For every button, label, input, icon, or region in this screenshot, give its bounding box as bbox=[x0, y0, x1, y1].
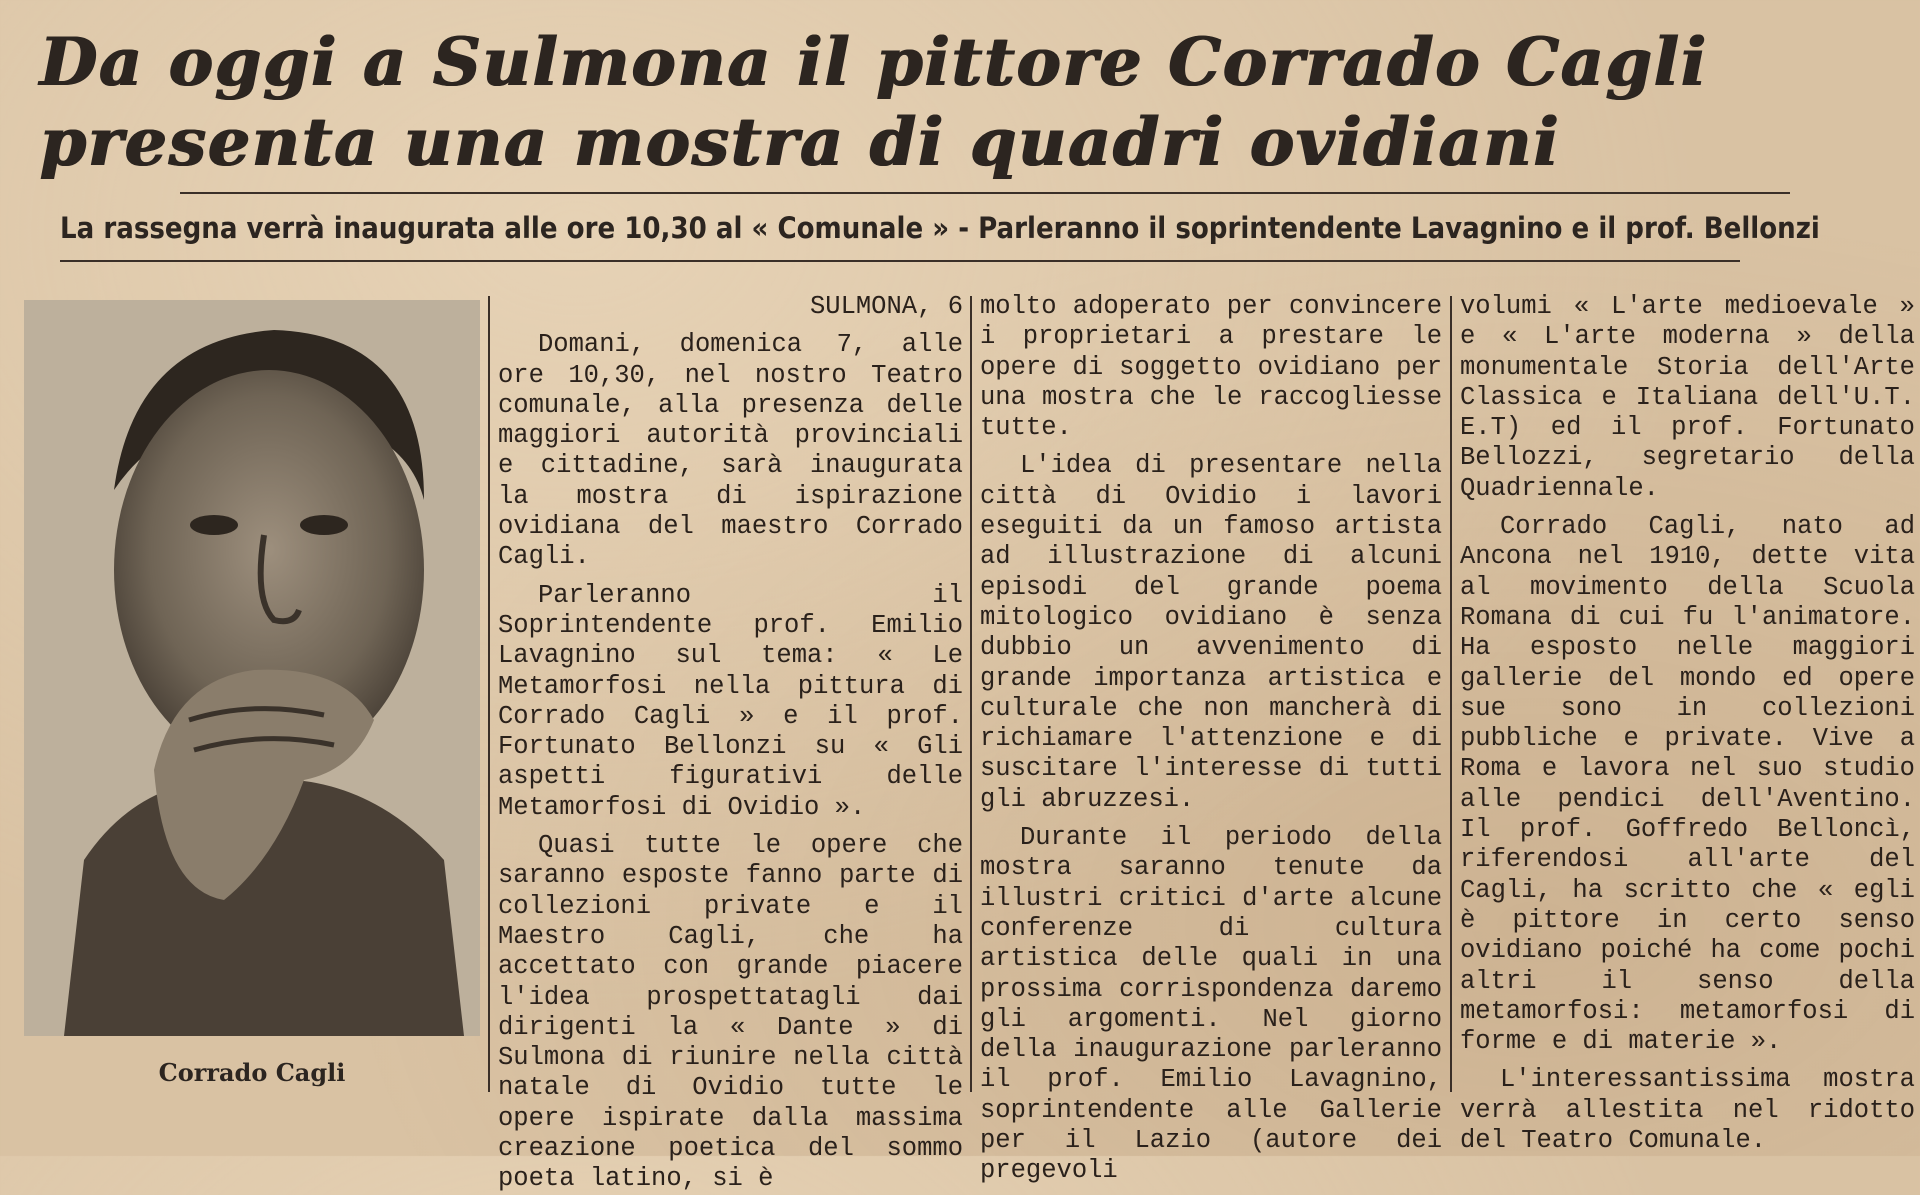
paragraph: L'interessantissima mostra verrà allestita nel ridotto del Teatro Comunale. bbox=[1460, 1065, 1915, 1156]
portrait-photo bbox=[24, 300, 480, 1036]
paragraph: Durante il periodo della mostra saranno tenute da illustri critici d'arte alcune conferenze di cultura artistica delle quali in una prossima corrispondenza daremo gli argomenti. Nel giorno della inaugurazione parleranno il prof. Emilio Lavagnino, soprintendente alle Gallerie per il Lazio (autore dei pregevoli bbox=[980, 823, 1442, 1186]
headline bbox=[40, 22, 1890, 182]
column-rule bbox=[488, 296, 490, 1092]
paragraph: Corrado Cagli, nato ad Ancona nel 1910, dette vita al movimento della Scuola Romana di cui fu l'animatore. Ha esposto nelle maggiori gallerie del mondo ed opere sue sono in collezioni pubbliche e private. Vive a Roma e lavora nel suo studio alle pendici dell'Aventino. Il prof. Goffredo Belloncì, riferendosi all'arte del Cagli, ha scritto che « egli è pittore in certo senso ovidiano poiché ha come pochi altri il senso della metamorfosi: metamorfosi di forme e di materie ». bbox=[1460, 512, 1915, 1057]
photo-caption: Corrado Cagli bbox=[158, 1058, 346, 1087]
paragraph: L'idea di presentare nella città di Ovidio i lavori eseguiti da un famoso artista ad illustrazione di alcuni episodi del grande poema mitologico ovidiano è senza dubbio un avvenimento di grande importanza artistica e culturale che non mancherà di richiamare l'attenzione e di suscitare l'interesse di tutti gli abruzzesi. bbox=[980, 451, 1442, 814]
subheadline: La rassegna verrà inaugurata alle ore 10,30 al « Comunale » - Parleranno il soprintendente Lavagnino e il prof. Bellonzi bbox=[60, 211, 1820, 245]
paragraph: Quasi tutte le opere che saranno esposte fanno parte di collezioni private e il Maestro Cagli, che ha accettato con grande piacere l'idea prospettatagli dai dirigenti la « Dante » di Sulmona di riunire nella città natale di Ovidio tutte le opere ispirate dalla massima creazione poetica del sommo poeta latino, si è bbox=[498, 831, 963, 1194]
headline-rule bbox=[180, 192, 1790, 194]
dateline: SULMONA, 6 bbox=[809, 292, 963, 321]
paragraph: molto adoperato per convincere i proprietari a prestare le opere di soggetto ovidiano per una mostra che le raccogliesse tutte. bbox=[980, 292, 1442, 443]
paragraph: Domani, domenica 7, alle ore 10,30, nel nostro Teatro comunale, alla presenza delle maggiori autorità provinciali e cittadine, sarà inaugurata la mostra di ispirazione ovidiana del maestro Corrado Cagli. bbox=[498, 330, 963, 572]
article-column-3 bbox=[1460, 292, 1915, 1156]
headline-line-2: presenta una mostra di quadri ovidiani bbox=[40, 103, 1561, 181]
column-rule bbox=[970, 296, 972, 1092]
article-column-1 bbox=[498, 292, 963, 1194]
subheadline-rule bbox=[60, 260, 1740, 262]
article-column-2 bbox=[980, 292, 1442, 1186]
headline-line-1: Da oggi a Sulmona il pittore Corrado Cagli bbox=[40, 23, 1709, 101]
paragraph: Parleranno il Soprintendente prof. Emilio Lavagnino sul tema: « Le Metamorfosi nella pittura di Corrado Cagli » e il prof. Fortunato Bellonzi su « Gli aspetti figurativi delle Metamorfosi di Ovidio ». bbox=[498, 580, 963, 822]
column-rule bbox=[1450, 296, 1452, 1092]
portrait-illustration bbox=[24, 300, 480, 1036]
paragraph: volumi « L'arte medioevale » e « L'arte moderna » della monumentale Storia dell'Arte Classica e Italiana dell'U.T. E.T) ed il prof. Fortunato Bellozzi, segretario della Quadriennale. bbox=[1460, 292, 1915, 503]
